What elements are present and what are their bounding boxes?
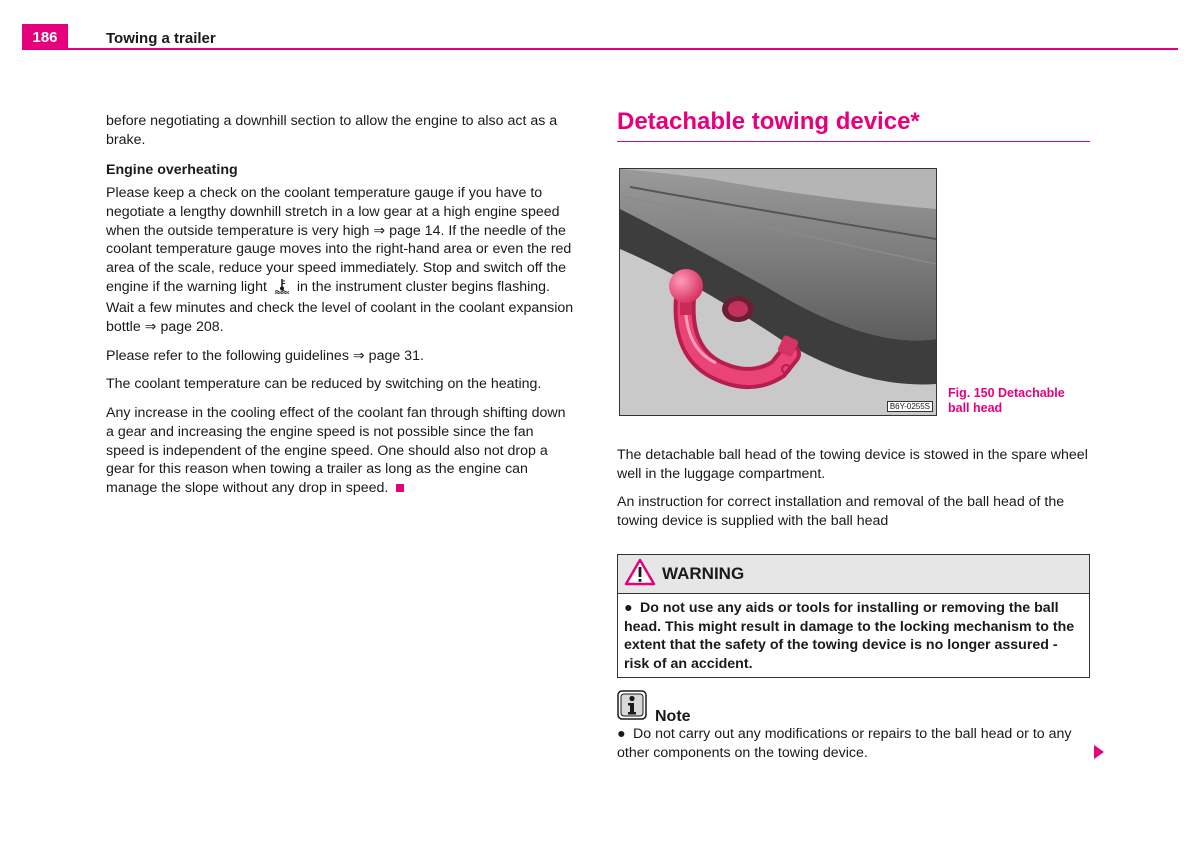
section-title-rule (617, 141, 1090, 142)
bullet-icon: ● (617, 726, 626, 742)
figure-code: B6Y-0255S (887, 401, 933, 412)
header-title: Towing a trailer (106, 30, 216, 47)
warning-text: Do not use any aids or tools for installing or removing the ball head. This might result in damage to the locking mechanism to the extent that the safety of the towing device is no longer assured - risk of an accident. (624, 600, 1075, 673)
left-column (106, 112, 576, 508)
intro-paragraph: before negotiating a downhill section to allow the engine to also act as a brake. (106, 113, 558, 148)
bullet-icon: ● (624, 600, 633, 616)
warning-title: WARNING (662, 564, 745, 583)
warning-triangle-icon (624, 558, 656, 591)
note-body (617, 725, 1089, 762)
note-title: Note (655, 708, 691, 725)
overheating-text-part1: Please keep a check on the coolant temperature gauge if you have to negotiate a lengthy downhill stretch in a low gear at a high engine speed when the outside temperature is very high ⇒ page 14. If the needle of the coolant temperature gauge moves into the right-hand area or even the red area of the scale, reduce your speed immediately. Stop and switch off the engine if the warning light (106, 185, 572, 295)
note-header (617, 690, 691, 725)
cooling-fan-paragraph (106, 404, 576, 498)
instruction-paragraph: An instruction for correct installation and removal of the ball head of the towing device is supplied with the ball head (617, 494, 1065, 530)
coolant-temperature-warning-icon (274, 278, 290, 300)
warning-header (618, 555, 1089, 594)
right-column-text (617, 446, 1089, 541)
note-text: Do not carry out any modifications or repairs to the ball head or to any other components on the towing device. (617, 726, 1072, 761)
subheading-engine-overheating: Engine overheating (106, 162, 238, 179)
header-rule (22, 48, 1178, 50)
section-title: Detachable towing device* (617, 108, 920, 135)
stowage-paragraph: The detachable ball head of the towing device is stowed in the spare wheel well in the luggage compartment. (617, 447, 1088, 482)
section-end-mark (396, 484, 404, 492)
warning-body (618, 594, 1089, 674)
figure-caption: Fig. 150 Detachable ball head (948, 386, 1065, 415)
info-icon (617, 690, 647, 725)
warning-box (617, 554, 1090, 678)
ball-head-illustration (619, 168, 937, 416)
cooling-fan-text: Any increase in the cooling effect of the coolant fan through shifting down a gear and increasing the engine speed is not possible since the fan speed is independent of the engine speed. One should also not drop a gear for this reason when towing a trailer as long as the engine can manage the slope without any drop in speed. (106, 405, 566, 496)
heating-paragraph: The coolant temperature can be reduced by switching on the heating. (106, 376, 542, 393)
overheating-paragraph (106, 184, 576, 337)
guidelines-paragraph: Please refer to the following guidelines ⇒ page 31. (106, 347, 424, 364)
next-page-arrow-icon[interactable] (1093, 745, 1105, 764)
towing-ball-head-drawing (620, 169, 936, 415)
page-number: 186 (22, 24, 68, 50)
overheating-text-part2: in the instrument cluster begins flashing. Wait a few minutes and check the level of coolant in the coolant expansion bottle ⇒ page 208. (106, 278, 574, 336)
